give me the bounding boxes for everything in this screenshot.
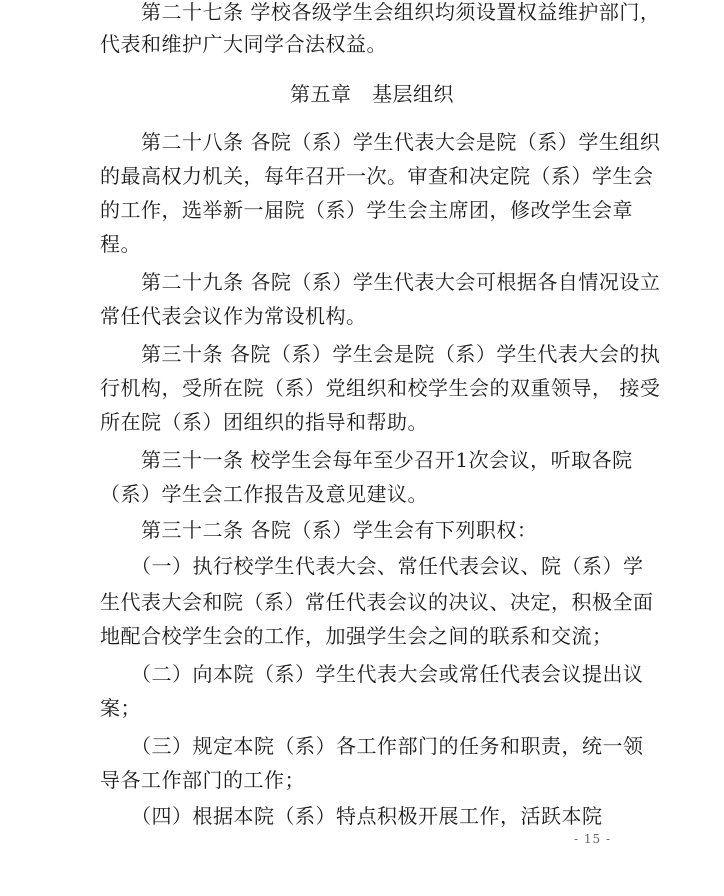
text-line: 案； (100, 696, 141, 720)
text-line: （三）规定本院（系）各工作部门的任务和职责，统一领 (100, 734, 644, 758)
text-line: 行机构，受所在院（系）党组织和校学生会的双重领导， 接受 (100, 376, 661, 400)
text-line: 的最高权力机关，每年召开一次。审查和决定院（系）学生会 (100, 164, 654, 188)
text-line: 的工作，选举新一届院（系）学生会主席团，修改学生会章 (100, 198, 633, 222)
text-line: 第三十一条 校学生会每年至少召开1次会议，听取各院 (100, 448, 633, 472)
text-line: （系）学生会工作报告及意见建议。 (100, 482, 428, 506)
text-line: 代表和维护广大同学合法权益。 (100, 32, 387, 56)
text-line: 常任代表会议作为常设机构。 (100, 304, 367, 328)
text-line: 第二十九条 各院（系）学生代表大会可根据各自情况设立 (100, 270, 661, 294)
text-line: 第三十二条 各院（系）学生会有下列职权： (100, 518, 538, 542)
text-line: 第二十八条 各院（系）学生代表大会是院（系）学生组织 (100, 130, 661, 154)
text-line: （一）执行校学生代表大会、常任代表会议、院（系）学 (100, 554, 644, 578)
text-line: （四）根据本院（系）特点积极开展工作，活跃本院 (100, 804, 603, 828)
text-line: （二）向本院（系）学生代表大会或常任代表会议提出议 (100, 662, 644, 686)
text-line: 导各工作部门的工作； (100, 768, 305, 792)
text-line: 所在院（系）团组织的指导和帮助。 (100, 410, 428, 434)
text-line: 第二十七条 学校各级学生会组织均须设置权益维护部门， (100, 0, 661, 24)
text-line: 第三十条 各院（系）学生会是院（系）学生代表大会的执 (100, 342, 661, 366)
text-line: 程。 (100, 232, 141, 256)
page-number: - 15 - (574, 832, 612, 846)
text-line: 地配合校学生会的工作，加强学生会之间的联系和交流； (100, 624, 613, 648)
chapter-heading: 第五章 基层组织 (290, 82, 454, 106)
text-line: 生代表大会和院（系）常任代表会议的决议、决定，积极全面 (100, 590, 654, 614)
